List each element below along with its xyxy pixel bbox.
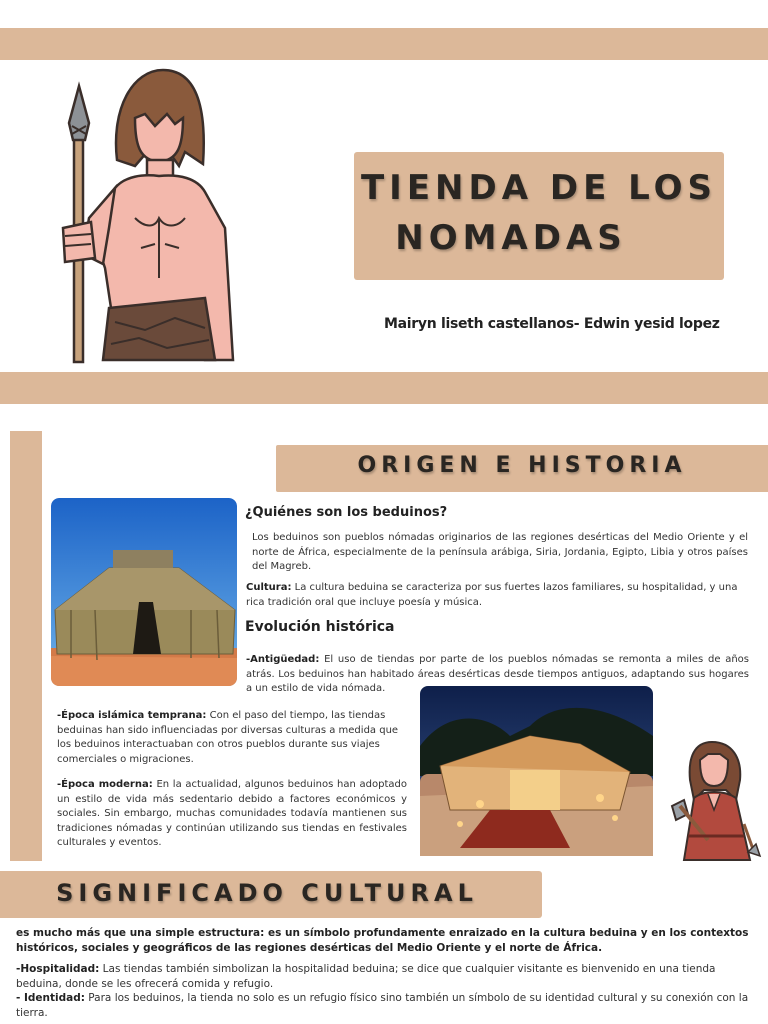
identidad-label: - Identidad: [16,992,85,1004]
night-tent-photo [420,686,653,856]
side-bar [10,431,42,861]
antiguedad-label: -Antigüedad: [246,654,320,665]
section-title-evolucion: Evolución histórica [245,619,395,635]
islamica-label: -Época islámica temprana: [57,710,207,721]
authors: Mairyn liseth castellanos- Edwin yesid lopez [384,316,720,332]
antiguedad-text: El uso de tiendas por parte de los pueblos nómadas se remonta a miles de años atrás. Los beduinos han habitado áreas desérticas desde tiempos antiguos, adaptando sus hogares a un estilo de vida nómada. [246,654,749,694]
beduinos-text: Los beduinos son pueblos nómadas originarios de las regiones desérticas del Medio Oriente y el norte de África, especialmente de la península arábiga, Siria, Jordania, Egipto, Libia y otros países del Magreb. [252,532,748,572]
tent-photo [51,498,237,686]
hospitalidad-text: Las tiendas también simbolizan la hospitalidad beduina; se dice que cualquier visitante es bienvenido en una tienda beduina, donde se les ofrecerá comida y refugio. [16,963,716,990]
page-title-line1: TIENDA DE LOS [360,168,718,208]
woman-with-axe-illustration [664,740,768,862]
middle-band [0,372,768,404]
cultura-paragraph [246,581,738,610]
identidad-paragraph [16,991,760,1021]
top-band [0,28,768,60]
cultura-text: La cultura beduina se caracteriza por sus fuertes lazos familiares, su hospitalidad, y una rica tradición oral que incluye poesía y música. [246,582,738,608]
section-title-beduinos: ¿Quiénes son los beduinos? [245,505,448,520]
moderna-label: -Época moderna: [57,779,153,790]
hospitalidad-label: -Hospitalidad: [16,963,100,975]
caveman-illustration [55,68,255,364]
page-title-line2: NOMADAS [395,218,627,258]
cultural-heading: SIGNIFICADO CULTURAL [56,879,478,907]
islamica-text: Con el paso del tiempo, las tiendas beduinas han sido influenciadas por diversas culturas a medida que los beduinos interactuaban con otros pueblos durante sus viajes comerciales o migraciones. [57,710,399,765]
moderna-text: En la actualidad, algunos beduinos han adoptado un estilo de vida más sedentario debido a factores económicos y sociales. Sin embargo, muchas comunidades todavía mantienen sus tradiciones nómadas y continúan utilizando sus tiendas en festivales culturales y eventos. [57,779,407,848]
moderna-paragraph [57,778,407,851]
islamica-paragraph [57,709,407,767]
hospitalidad-paragraph [16,962,760,992]
origin-heading: ORIGEN E HISTORIA [357,453,687,478]
cultura-label: Cultura: [246,582,292,593]
cultural-intro: es mucho más que una simple estructura: es un símbolo profundamente enraizado en la cultura beduina y en los contextos históricos, sociales y geográficos de las regiones desérticas del Medio Oriente y el norte de África. [16,927,749,954]
identidad-text: Para los beduinos, la tienda no solo es un refugio físico sino también un símbolo de su identidad cultural y su conexión con la tierra. [16,992,749,1019]
